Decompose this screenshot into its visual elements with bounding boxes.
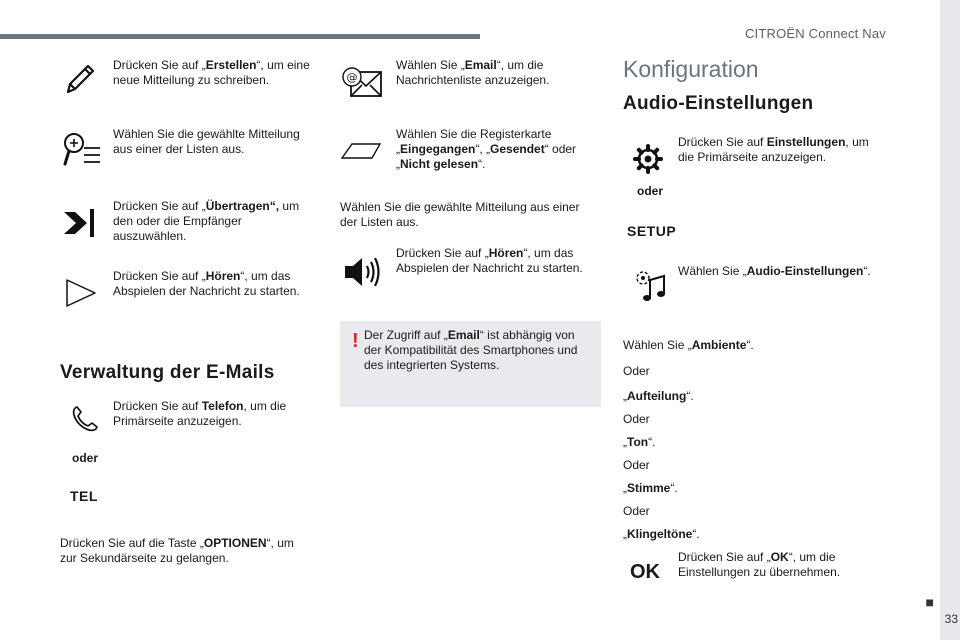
- col1-listen-text: Drücken Sie auf „Hören“, um das Abspielen der Nachricht zu starten.: [113, 269, 300, 298]
- page-marker: ■: [925, 594, 934, 610]
- page-sidebar: [940, 0, 960, 640]
- col3-audio-settings-text: Wählen Sie „Audio-Einstellungen“.: [678, 264, 871, 278]
- header-bar: [0, 34, 480, 39]
- ok-button-label: OK: [630, 561, 660, 583]
- col1-or-label: oder: [72, 451, 99, 465]
- speaker-icon: [343, 255, 383, 289]
- play-icon: [65, 278, 97, 308]
- svg-text:@: @: [346, 71, 358, 84]
- note-text: Der Zugriff auf „Email“ ist abhängig von der Kompatibilität des Smartphones und des integrierten Systems.: [364, 328, 578, 372]
- audio-settings-icon: [633, 268, 667, 304]
- audio-settings-heading: Audio-Einstellungen: [623, 93, 814, 114]
- page-number: 33: [944, 612, 958, 626]
- col3-ambiente-text: Wählen Sie „Ambiente“.: [623, 338, 754, 352]
- col2-tabs-text: Wählen Sie die Registerkarte „Eingegangen“, „Gesendet“ oder „Nicht gelesen“.: [396, 127, 577, 171]
- col3-ok-text: Drücken Sie auf „OK“, um die Einstellungen zu übernehmen.: [678, 550, 841, 579]
- email-management-heading: Verwaltung der E-Mails: [60, 362, 275, 383]
- page-title: Konfiguration: [623, 56, 759, 82]
- col1-options-text: Drücken Sie auf die Taste „OPTIONEN“, um zur Sekundärseite zu gelangen.: [60, 536, 294, 565]
- option-stimme: „Stimme“.: [623, 481, 678, 495]
- col3-settings-text: Drücken Sie auf Einstellungen, um die Primärseite anzuzeigen.: [678, 135, 869, 164]
- tab-icon: [340, 141, 384, 161]
- col2-select-text: Wählen Sie die gewählte Mitteilung aus einer der Listen aus.: [340, 200, 580, 229]
- forward-icon: [62, 206, 98, 240]
- option-aufteilung: „Aufteilung“.: [623, 389, 694, 403]
- col1-phone-text: Drücken Sie auf Telefon, um die Primärseite anzuzeigen.: [113, 399, 287, 428]
- gear-icon: [633, 144, 663, 174]
- message-list-icon: [62, 130, 102, 168]
- col1-create-text: Drücken Sie auf „Erstellen“, um eine neue Mitteilung zu schreiben.: [113, 58, 310, 87]
- option-ton: „Ton“.: [623, 435, 656, 449]
- col3-or-label: oder: [637, 184, 664, 198]
- or-label-2: Oder: [623, 412, 650, 426]
- pencil-icon: [62, 62, 96, 98]
- or-label-4: Oder: [623, 504, 650, 518]
- col2-listen-text: Drücken Sie auf „Hören“, um das Abspielen der Nachricht zu starten.: [396, 246, 583, 275]
- col1-forward-text: Drücken Sie auf „Übertragen“, um den oder die Empfänger auszuwählen.: [113, 199, 300, 243]
- email-icon: [341, 66, 383, 100]
- option-klingeltoene: „Klingeltöne“.: [623, 527, 700, 541]
- tel-button-label: TEL: [70, 488, 98, 504]
- phone-icon: [70, 404, 100, 434]
- or-label-3: Oder: [623, 458, 650, 472]
- col2-email-text: Wählen Sie „Email“, um die Nachrichtenliste anzuzeigen.: [396, 58, 550, 87]
- brand-title: CITROËN Connect Nav: [744, 26, 886, 41]
- col1-select-text: Wählen Sie die gewählte Mitteilung aus einer der Listen aus.: [113, 127, 300, 156]
- setup-button-label: SETUP: [627, 223, 677, 239]
- warning-icon: !: [352, 330, 359, 352]
- or-label-1: Oder: [623, 364, 650, 378]
